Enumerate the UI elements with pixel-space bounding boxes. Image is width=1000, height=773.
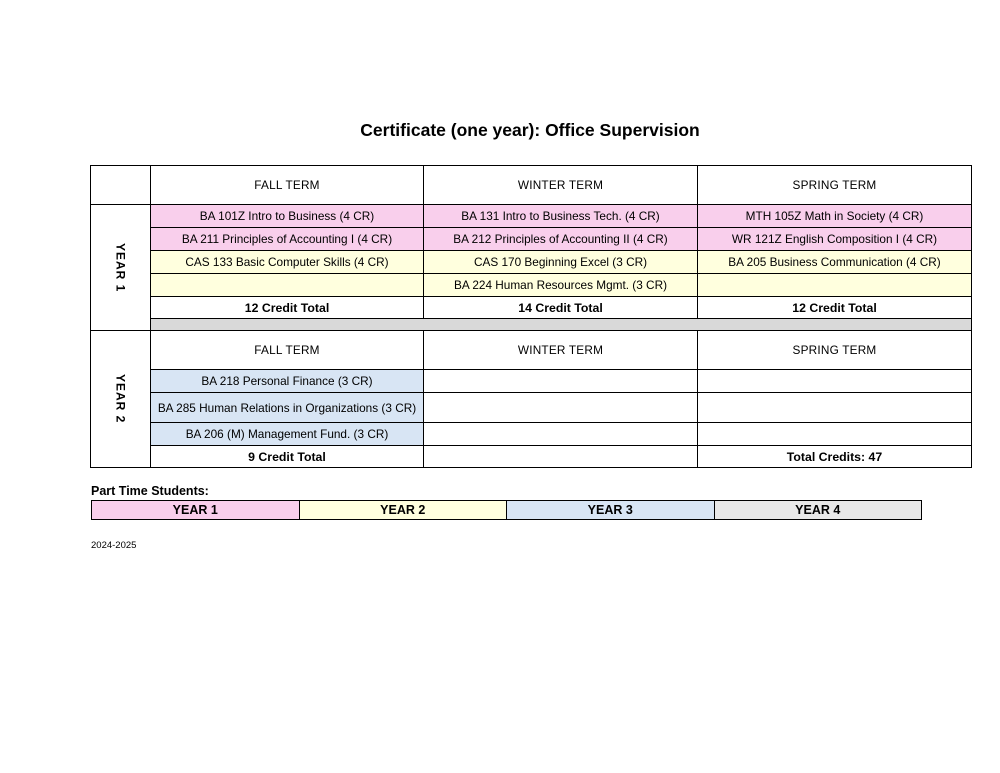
credit-total-cell: 12 Credit Total	[151, 297, 424, 319]
corner-cell	[91, 166, 151, 205]
year1-row-3	[91, 251, 972, 274]
course-cell: BA 131 Intro to Business Tech. (4 CR)	[424, 205, 698, 228]
course-cell: CAS 170 Beginning Excel (3 CR)	[424, 251, 698, 274]
course-cell: BA 211 Principles of Accounting I (4 CR)	[151, 228, 424, 251]
course-cell: BA 218 Personal Finance (3 CR)	[151, 370, 424, 393]
course-cell: BA 101Z Intro to Business (4 CR)	[151, 205, 424, 228]
year1-label-cell	[91, 205, 151, 331]
course-cell	[698, 393, 972, 423]
course-cell	[424, 423, 698, 446]
course-cell: CAS 133 Basic Computer Skills (4 CR)	[151, 251, 424, 274]
course-cell	[698, 370, 972, 393]
schedule-table	[90, 165, 972, 468]
year1-credit-row	[91, 297, 972, 319]
course-cell	[698, 274, 972, 297]
year1-fall-header: FALL TERM	[151, 166, 424, 205]
year2-label-cell	[91, 331, 151, 468]
year1-spring-header: SPRING TERM	[698, 166, 972, 205]
part-time-legend	[91, 500, 922, 520]
year2-spring-header: SPRING TERM	[698, 331, 972, 370]
legend-item-year2: YEAR 2	[299, 501, 507, 519]
academic-year-footer: 2024-2025	[91, 540, 137, 551]
course-cell	[151, 274, 424, 297]
legend-item-year4: YEAR 4	[714, 501, 922, 519]
course-cell: BA 206 (M) Management Fund. (3 CR)	[151, 423, 424, 446]
legend-item-year3: YEAR 3	[506, 501, 714, 519]
course-cell: BA 285 Human Relations in Organizations (3 CR)	[151, 393, 424, 423]
year2-row-2	[91, 393, 972, 423]
course-cell	[698, 423, 972, 446]
credit-total-cell: 9 Credit Total	[151, 446, 424, 468]
page-title: Certificate (one year): Office Supervision	[360, 120, 700, 140]
year2-header-row	[91, 331, 972, 370]
year2-fall-header: FALL TERM	[151, 331, 424, 370]
credit-total-cell	[424, 446, 698, 468]
year2-winter-header: WINTER TERM	[424, 331, 698, 370]
year2-row-1	[91, 370, 972, 393]
course-cell	[424, 370, 698, 393]
year1-row-1	[91, 205, 972, 228]
year1-header-row	[91, 166, 972, 205]
course-cell: BA 224 Human Resources Mgmt. (3 CR)	[424, 274, 698, 297]
separator-row	[91, 319, 972, 331]
course-cell: WR 121Z English Composition I (4 CR)	[698, 228, 972, 251]
year1-label: YEAR 1	[113, 242, 128, 293]
course-cell: BA 205 Business Communication (4 CR)	[698, 251, 972, 274]
part-time-students-label: Part Time Students:	[91, 484, 209, 498]
separator-bar	[151, 319, 972, 331]
year1-row-4	[91, 274, 972, 297]
year2-label: YEAR 2	[113, 374, 128, 424]
total-credits-cell: Total Credits: 47	[698, 446, 972, 468]
course-cell: MTH 105Z Math in Society (4 CR)	[698, 205, 972, 228]
year1-winter-header: WINTER TERM	[424, 166, 698, 205]
year1-row-2	[91, 228, 972, 251]
credit-total-cell: 12 Credit Total	[698, 297, 972, 319]
course-cell: BA 212 Principles of Accounting II (4 CR)	[424, 228, 698, 251]
year2-row-3	[91, 423, 972, 446]
course-cell	[424, 393, 698, 423]
year2-credit-row	[91, 446, 972, 468]
legend-item-year1: YEAR 1	[92, 501, 299, 519]
credit-total-cell: 14 Credit Total	[424, 297, 698, 319]
